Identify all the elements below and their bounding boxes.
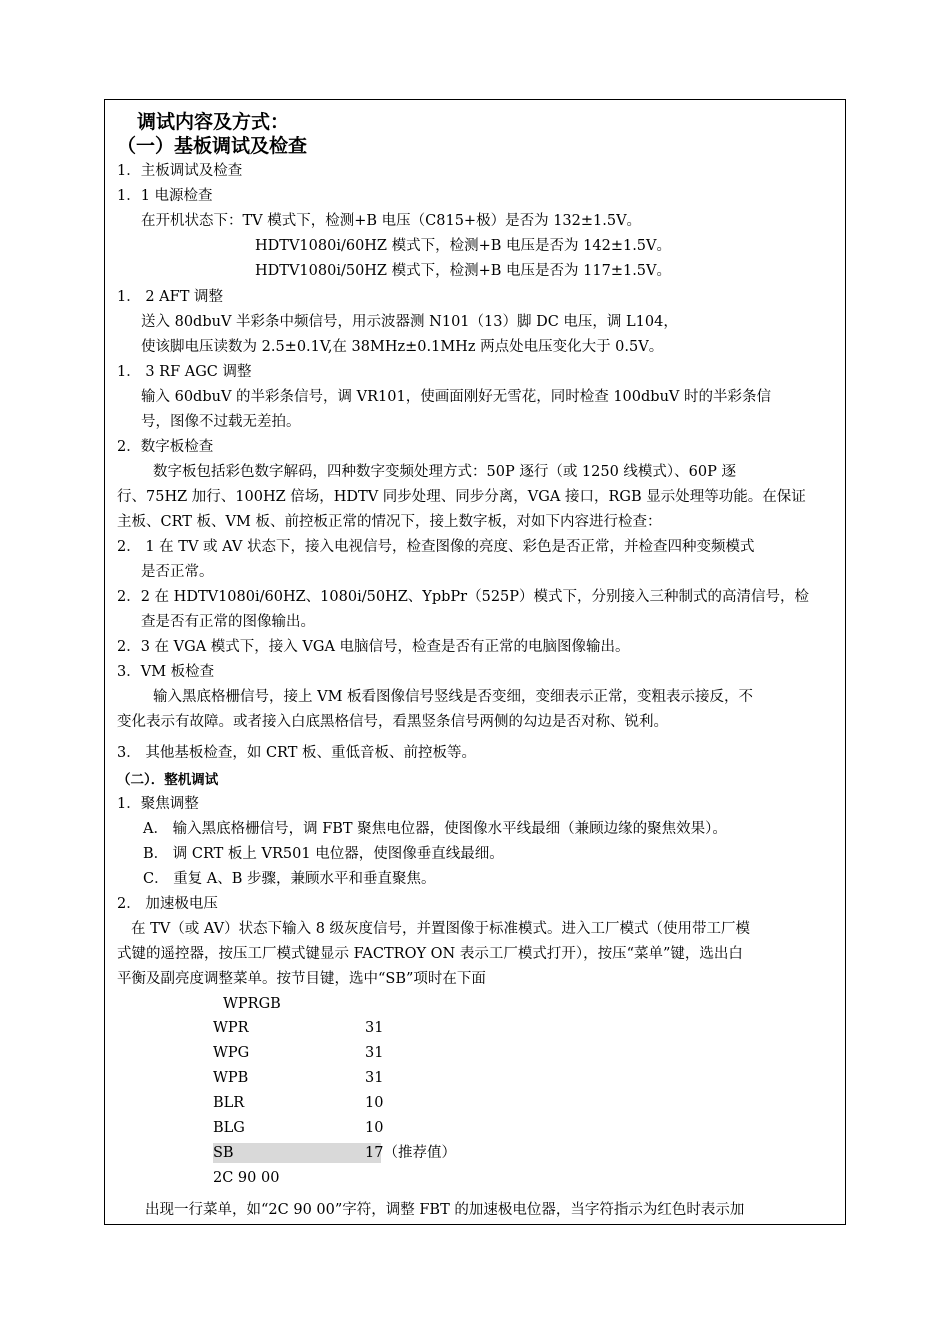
text-line: 主板、CRT 板、VM 板、前控板正常的情况下，接上数字板，对如下内容进行检查： bbox=[117, 514, 662, 530]
text-line: 号，图像不过载无差拍。 bbox=[141, 414, 301, 430]
text-line: 使该脚电压读数为 2.5±0.1V,在 38MHz±0.1MHz 两点处电压变化大于 0.5V。 bbox=[141, 339, 664, 355]
code-line: 2C 90 00 bbox=[213, 1170, 280, 1186]
text-line: 2．2 在 HDTV1080i/60HZ、1080i/50HZ、YpbPr（525P）模式下，分别接入三种制式的高清信号，检 bbox=[117, 589, 810, 605]
text-line: 式键的遥控器，按压工厂模式键显示 FACTROY ON 表示工厂模式打开），按压“菜单”键，选出白 bbox=[117, 946, 743, 962]
text-line: 数字板包括彩色数字解码，四种数字变频处理方式：50P 逐行（或 1250 线模式）、60P 逐 bbox=[153, 464, 736, 480]
text-line: 送入 80dbuV 半彩条中频信号，用示波器测 N101（13）脚 DC 电压，调 L104， bbox=[141, 314, 678, 330]
text-line: 3． 其他基板检查，如 CRT 板、重低音板、前控板等。 bbox=[117, 745, 476, 761]
text-line: 在开机状态下：TV 模式下，检测+B 电压（C815+极）是否为 132±1.5V。 bbox=[141, 213, 642, 229]
text-line: 1． 2 AFT 调整 bbox=[117, 289, 223, 305]
text-line: 2． 加速极电压 bbox=[117, 896, 218, 912]
text-line: 1．聚焦调整 bbox=[117, 796, 199, 812]
text-line: A． 输入黑底格栅信号，调 FBT 聚焦电位器，使图像水平线最细（兼顾边缘的聚焦效果）。 bbox=[143, 821, 727, 837]
menu-item-label: BLG bbox=[213, 1120, 245, 1136]
text-line: 输入黑底格栅信号，接上 VM 板看图像信号竖线是否变细，变细表示正常，变粗表示接反，不 bbox=[153, 689, 754, 705]
text-line: B． 调 CRT 板上 VR501 电位器，使图像垂直线最细。 bbox=[143, 846, 504, 862]
document-frame bbox=[104, 99, 846, 1225]
text-line: 1．1 电源检查 bbox=[117, 188, 213, 204]
menu-item-label: WPB bbox=[213, 1070, 249, 1086]
text-line: 平衡及副亮度调整菜单。按节目键，选中“SB”项时在下面 bbox=[117, 971, 486, 987]
text-line: 2．3 在 VGA 模式下，接入 VGA 电脑信号，检查是否有正常的电脑图像输出。 bbox=[117, 639, 630, 655]
menu-item-label: BLR bbox=[213, 1095, 245, 1111]
menu-item-value: 10 bbox=[365, 1095, 384, 1111]
text-line: 1． 3 RF AGC 调整 bbox=[117, 364, 252, 380]
text-line: 查是否有正常的图像输出。 bbox=[141, 614, 315, 630]
menu-item-value: 31 bbox=[365, 1070, 384, 1086]
section2-heading: （二）．整机调试 bbox=[117, 772, 219, 788]
menu-item-label: WPR bbox=[213, 1020, 249, 1036]
menu-item-value: 10 bbox=[365, 1120, 384, 1136]
text-line: 3．VM 板检查 bbox=[117, 664, 215, 680]
text-line: 行、75HZ 加行、100HZ 倍场，HDTV 同步处理、同步分离，VGA 接口，RGB 显示处理等功能。在保证 bbox=[117, 489, 806, 505]
text-line: HDTV1080i/60HZ 模式下，检测+B 电压是否为 142±1.5V。 bbox=[255, 238, 671, 254]
text-line: 变化表示有故障。或者接入白底黑格信号，看黑竖条信号两侧的勾边是否对称、锐利。 bbox=[117, 714, 668, 730]
text-line: 输入 60dbuV 的半彩条信号，调 VR101，使画面刚好无雪花，同时检查 100dbuV 时的半彩条信 bbox=[141, 389, 771, 405]
text-line: 2．数字板检查 bbox=[117, 439, 214, 455]
text-line: HDTV1080i/50HZ 模式下，检测+B 电压是否为 117±1.5V。 bbox=[255, 263, 671, 279]
menu-item-value: 31 bbox=[365, 1020, 384, 1036]
page-title: 调试内容及方式： bbox=[137, 111, 290, 133]
menu-item-label: WPG bbox=[213, 1045, 250, 1061]
menu-item-label: SB bbox=[213, 1145, 234, 1161]
menu-item-value: 31 bbox=[365, 1045, 384, 1061]
menu-title: WPRGB bbox=[223, 996, 281, 1012]
text-line: 在 TV（或 AV）状态下输入 8 级灰度信号，并置图像于标准模式。进入工厂模式（使用带工厂模 bbox=[131, 921, 751, 937]
text-line: 出现一行菜单，如“2C 90 00”字符，调整 FBT 的加速极电位器，当字符指示为红色时表示加 bbox=[145, 1202, 745, 1218]
text-line: 1．主板调试及检查 bbox=[117, 163, 243, 179]
text-line: 2． 1 在 TV 或 AV 状态下，接入电视信号，检查图像的亮度、彩色是否正常，并检查四种变频模式 bbox=[117, 539, 755, 555]
text-line: C． 重复 A、B 步骤，兼顾水平和垂直聚焦。 bbox=[143, 871, 436, 887]
menu-item-value: 17（推荐值） bbox=[365, 1145, 456, 1161]
section1-heading: （一）基板调试及检查 bbox=[117, 135, 308, 157]
text-line: 是否正常。 bbox=[141, 564, 214, 580]
selected-row-highlight bbox=[213, 1143, 381, 1163]
